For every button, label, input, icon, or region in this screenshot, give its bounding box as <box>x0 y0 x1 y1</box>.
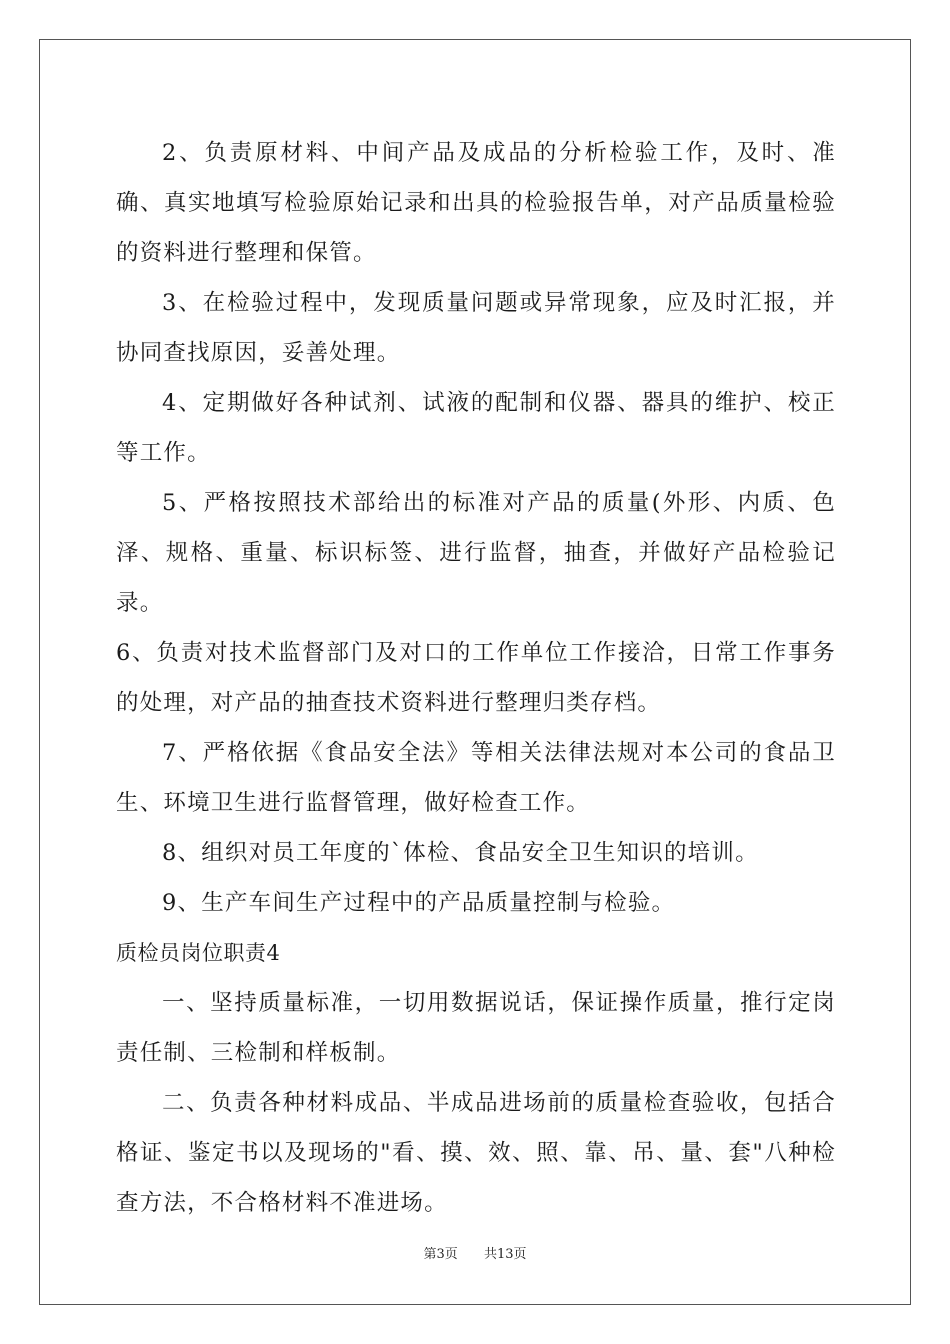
document-body <box>116 128 836 1228</box>
paragraph-5: 5、严格按照技术部给出的标准对产品的质量(外形、内质、色泽、规格、重量、标识标签、进行监督，抽查，并做好产品检验记录。 <box>116 490 836 616</box>
paragraph-4: 4、定期做好各种试剂、试液的配制和仪器、器具的维护、校正等工作。 <box>116 390 836 466</box>
paragraph-3: 3、在检验过程中，发现质量问题或异常现象，应及时汇报，并协同查找原因，妥善处理。 <box>116 290 836 366</box>
page-number: 第3页 <box>423 1247 458 1262</box>
page-footer <box>0 1243 950 1262</box>
paragraph-8: 8、组织对员工年度的`体检、食品安全卫生知识的培训。 <box>162 840 759 866</box>
paragraph-2: 2、负责原材料、中间产品及成品的分析检验工作，及时、准确、真实地填写检验原始记录和出具的检验报告单，对产品质量检验的资料进行整理和保管。 <box>116 140 836 266</box>
section-paragraph-1: 一、坚持质量标准，一切用数据说话，保证操作质量，推行定岗责任制、三检制和样板制。 <box>116 990 836 1066</box>
paragraph-6: 6、负责对技术监督部门及对口的工作单位工作接洽，日常工作事务的处理，对产品的抽查技术资料进行整理归类存档。 <box>116 640 836 716</box>
section-paragraph-2: 二、负责各种材料成品、半成品进场前的质量检查验收，包括合格证、鉴定书以及现场的"看、摸、效、照、靠、吊、量、套"八种检查方法，不合格材料不准进场。 <box>116 1090 836 1216</box>
paragraph-7: 7、严格依据《食品安全法》等相关法律法规对本公司的食品卫生、环境卫生进行监督管理，做好检查工作。 <box>116 740 836 816</box>
section-title: 质检员岗位职责4 <box>116 941 281 965</box>
page-total: 共13页 <box>484 1247 527 1262</box>
paragraph-9: 9、生产车间生产过程中的产品质量控制与检验。 <box>162 890 676 916</box>
